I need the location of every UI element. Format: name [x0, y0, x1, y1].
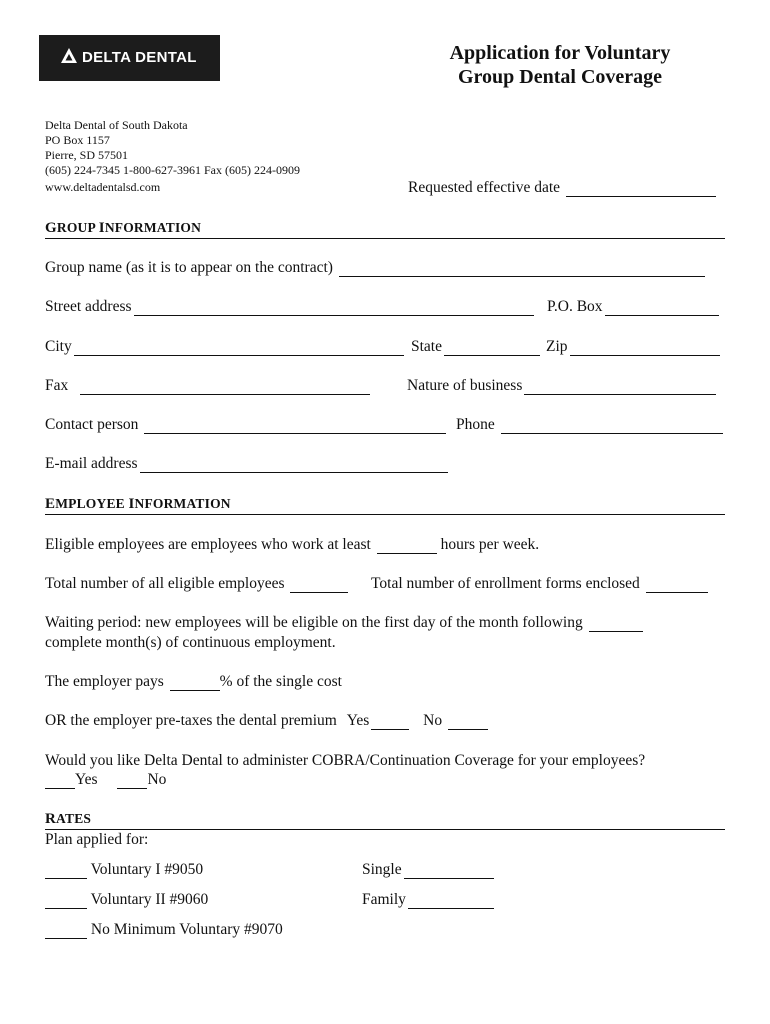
group-name-field[interactable]	[339, 260, 705, 277]
heading-initial: R	[45, 811, 57, 827]
group-information-heading	[45, 220, 725, 239]
rates-heading	[45, 811, 725, 830]
cobra-yes-label: Yes	[75, 771, 98, 788]
eligible-hours-row	[45, 536, 539, 554]
eligible-suffix: hours per week.	[440, 536, 540, 553]
contact-person-row	[45, 416, 446, 434]
street-address-row	[45, 298, 534, 316]
plan-voluntary-1-label: Voluntary I #9050	[90, 861, 204, 878]
effective-date-label: Requested effective date	[408, 179, 561, 196]
single-rate-row	[362, 861, 494, 879]
heading-text: ATES	[56, 811, 92, 826]
nature-of-business-label: Nature of business	[407, 377, 523, 394]
address-block	[45, 118, 300, 195]
fax-row	[45, 377, 370, 395]
nature-of-business-field[interactable]	[524, 378, 716, 395]
street-address-field[interactable]	[134, 299, 534, 316]
phone-field[interactable]	[501, 417, 723, 434]
heading-text: MPLOYEE	[55, 496, 129, 511]
family-rate-label: Family	[362, 891, 406, 908]
website-link[interactable]: www.deltadentalsd.com	[45, 180, 161, 194]
po-box-label: P.O. Box	[547, 298, 603, 315]
fax-field[interactable]	[80, 378, 370, 395]
heading-text: NFORMATION	[104, 220, 202, 235]
total-forms-row	[371, 575, 708, 593]
pretax-no-field[interactable]	[448, 713, 488, 730]
contact-person-label: Contact person	[45, 416, 139, 433]
phone-label: Phone	[456, 416, 495, 433]
street-address-label: Street address	[45, 298, 132, 315]
address-line: (605) 224-7345 1-800-627-3961 Fax (605) 224-0909	[45, 163, 300, 177]
family-rate-row	[362, 891, 494, 909]
page-title	[420, 41, 700, 89]
zip-field[interactable]	[570, 339, 720, 356]
plan-no-minimum-label: No Minimum Voluntary #9070	[90, 921, 283, 938]
employer-pays-percent-field[interactable]	[170, 674, 220, 691]
pretax-yes-label: Yes	[346, 712, 370, 729]
plan-voluntary-2-label: Voluntary II #9060	[90, 891, 209, 908]
state-label: State	[411, 338, 442, 355]
zip-row	[546, 338, 720, 356]
delta-dental-logo	[39, 35, 220, 81]
heading-text: ROUP	[56, 220, 99, 235]
city-row	[45, 338, 404, 356]
city-label: City	[45, 338, 72, 355]
total-eligible-label: Total number of all eligible employees	[45, 575, 285, 592]
fax-label: Fax	[45, 377, 69, 394]
employer-pays-suffix: % of the single cost	[219, 673, 342, 690]
waiting-period-line2: complete month(s) of continuous employment.	[45, 634, 336, 651]
plan-applied-label: Plan applied for:	[45, 831, 149, 848]
email-label: E-mail address	[45, 455, 138, 472]
employer-pays-label: The employer pays	[45, 673, 164, 690]
plan-no-minimum-field[interactable]	[45, 922, 87, 939]
heading-initial: I	[128, 496, 135, 512]
waiting-period-field[interactable]	[589, 615, 643, 632]
group-name-row	[45, 259, 705, 277]
address-line: PO Box 1157	[45, 133, 110, 147]
single-rate-field[interactable]	[404, 862, 494, 879]
city-field[interactable]	[74, 339, 404, 356]
heading-initial: E	[45, 496, 56, 512]
contact-person-field[interactable]	[144, 417, 446, 434]
cobra-answer-row	[45, 771, 166, 789]
pretax-no-label: No	[423, 712, 443, 729]
group-name-label: Group name (as it is to appear on the contract)	[45, 259, 333, 276]
pretax-row	[45, 712, 488, 730]
title-line-1: Application for Voluntary	[449, 42, 671, 64]
po-box-field[interactable]	[605, 299, 719, 316]
address-line: Delta Dental of South Dakota	[45, 118, 188, 132]
single-rate-label: Single	[362, 861, 402, 878]
cobra-yes-field[interactable]	[45, 772, 75, 789]
waiting-period-row	[45, 614, 643, 632]
email-field[interactable]	[140, 456, 448, 473]
zip-label: Zip	[546, 338, 568, 355]
plan-row-voluntary-1	[45, 861, 203, 879]
plan-row-voluntary-2	[45, 891, 208, 909]
effective-date-row	[408, 179, 716, 197]
heading-initial: I	[98, 220, 105, 236]
hours-per-week-field[interactable]	[377, 537, 437, 554]
total-eligible-row	[45, 575, 348, 593]
eligible-prefix: Eligible employees are employees who work at least	[45, 536, 371, 553]
cobra-question: Would you like Delta Dental to administer COBRA/Continuation Coverage for your employees?	[45, 752, 646, 769]
pretax-label: OR the employer pre-taxes the dental premium	[45, 712, 337, 729]
state-row	[411, 338, 540, 356]
plan-row-no-minimum	[45, 921, 283, 939]
logo-text: DELTA DENTAL	[82, 49, 197, 66]
family-rate-field[interactable]	[408, 892, 494, 909]
pretax-yes-field[interactable]	[371, 713, 409, 730]
heading-text: NFORMATION	[134, 496, 231, 511]
state-field[interactable]	[444, 339, 540, 356]
title-line-2: Group Dental Coverage	[457, 66, 663, 88]
po-box-row	[547, 298, 719, 316]
total-forms-field[interactable]	[646, 576, 708, 593]
plan-voluntary-2-field[interactable]	[45, 892, 87, 909]
phone-row	[456, 416, 723, 434]
waiting-period-text: Waiting period: new employees will be eligible on the first day of the month following	[45, 614, 583, 631]
delta-triangle-icon	[61, 48, 77, 64]
total-eligible-field[interactable]	[290, 576, 348, 593]
email-row	[45, 455, 448, 473]
heading-initial: G	[45, 220, 57, 236]
total-forms-label: Total number of enrollment forms enclosed	[371, 575, 640, 592]
employee-information-heading	[45, 496, 725, 515]
effective-date-field[interactable]	[566, 180, 716, 197]
cobra-no-field[interactable]	[117, 772, 147, 789]
cobra-no-label: No	[147, 771, 167, 788]
address-line: Pierre, SD 57501	[45, 148, 128, 162]
employer-pays-row	[45, 673, 342, 691]
nature-of-business-row	[407, 377, 716, 395]
plan-voluntary-1-field[interactable]	[45, 862, 87, 879]
